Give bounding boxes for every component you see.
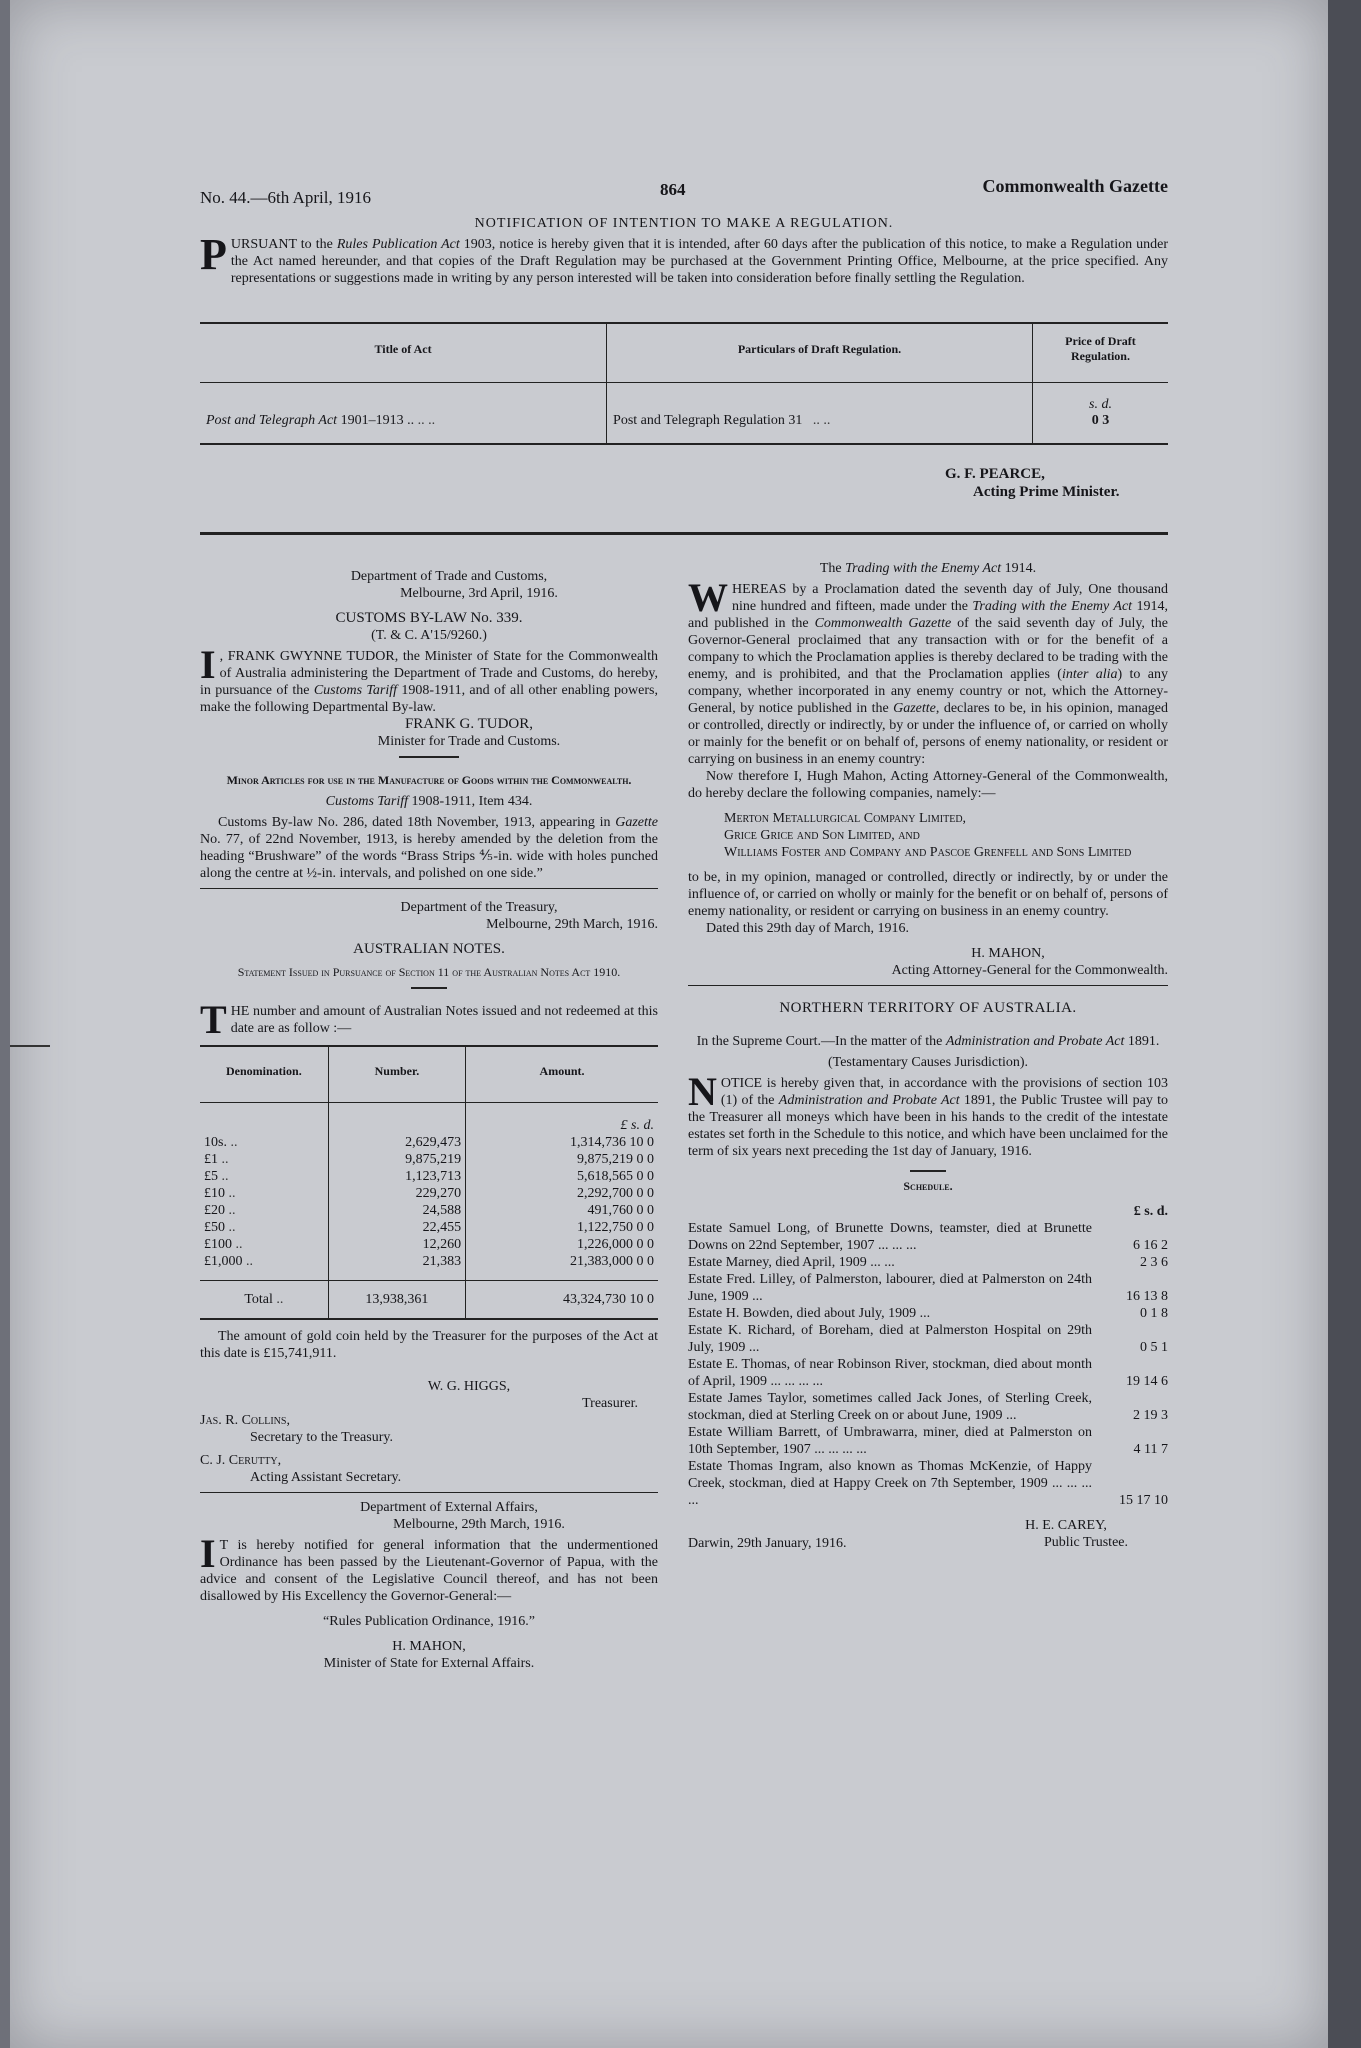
nt-jurisdiction: (Testamentary Causes Jurisdiction).: [827, 1055, 1029, 1070]
external-signatory: H. MAHON,: [392, 1639, 466, 1654]
left-column: [200, 568, 658, 1672]
customs-amendment: Customs By-law No. 286, dated 18th November, 1913, appearing in Gazette No. 77, of 22nd November, 1913, is hereby amended by the deletion from the heading “Brushware” of the words “Brass Strips ⅘-in. wide with holes punched along the centre at ½-in. intervals, and polished on one side.”: [200, 815, 658, 881]
enemy-signatory-title: Acting Attorney-General for the Commonwealth.: [891, 963, 1168, 978]
table-row: £10 .. 229,270 2,292,700 0 0: [200, 1185, 658, 1202]
table-row: £50 .. 22,455 1,122,750 0 0: [200, 1219, 658, 1236]
enemy-proclamation: WHEREAS by a Proclamation dated the seventh day of July, One thousand nine hundred and fifteen, made under the Trading with the Enemy Act 1914, and published in the Commonwealth Gazette of the said seventh day of July, the Governor-General proclaimed that any transaction with or for the benefit of a company to which the Proclamation applies is thereby declared to be trading with the enemy, and is prohibited, and that the Proclamation applies (inter alia) to any company, whether incorporated in any enemy country or not, which the Attorney-General, by notice published in the Gazette, declares to be, in his opinion, managed or controlled, directly or indirectly, by or under the influence of, or carried on wholly or mainly for the benefit or on behalf of, persons of enemy nationality, or resident or carrying on business in an enemy country:: [688, 575, 1169, 767]
customs-item: Customs Tariff 1908-1911, Item 434.: [325, 794, 533, 809]
issue-number: No. 44.—6th April, 1916: [200, 188, 371, 207]
dropcap: P: [200, 230, 227, 279]
nt-court: In the Supreme Court.—In the matter of the Administration and Probate Act 1891.: [696, 1034, 1160, 1049]
schedule-table: [688, 1203, 1168, 1509]
header-price: Price of Draft Regulation.: [1032, 324, 1168, 383]
list-item: Estate Samuel Long, of Brunette Downs, teamster, died at Brunette Downs on 22nd September, 1907 ... ... ... 6 16 2: [688, 1221, 1168, 1253]
signatory-title: Acting Prime Minister.: [973, 484, 1120, 500]
table-row: 10s. .. 2,629,473 1,314,736 10 0: [200, 1134, 658, 1151]
list-item: Estate James Taylor, sometimes called Jack Jones, of Sterling Creek, stockman, died at Sterling Creek on or about June, 1909 ... 2 19 3: [688, 1391, 1168, 1423]
enemy-declaration: Now therefore I, Hugh Mahon, Acting Attorney-General of the Commonwealth, do hereby declare the following companies, namely:—: [688, 769, 1168, 801]
treasury-date: Melbourne, 29th March, 1916.: [486, 917, 658, 932]
header-amount: Amount.: [466, 1046, 658, 1103]
act-cell: Post and Telegraph Act 1901–1913 .. .. ..: [206, 413, 436, 428]
list-item: Estate Fred. Lilley, of Palmerston, labourer, died at Palmerston on 24th June, 1909 ... 16 13 8: [688, 1272, 1168, 1304]
header-number: Number.: [328, 1046, 465, 1103]
customs-subheading: Minor Articles for use in the Manufacture of Goods within the Commonwealth.: [226, 773, 632, 787]
divider: [200, 1492, 658, 1493]
notice-title: NOTIFICATION OF INTENTION TO MAKE A REGULATION.: [474, 216, 894, 231]
secretary-name: Jas. R. Collins,: [200, 1413, 290, 1428]
asst-secretary-title: Acting Assistant Secretary.: [250, 1470, 402, 1485]
gold-coin-text: The amount of gold coin held by the Treasurer for the purposes of the Act at this date is £15,741,911.: [200, 1329, 658, 1361]
enemy-act-title: The Trading with the Enemy Act 1914.: [819, 561, 1037, 576]
list-item: Estate William Barrett, of Umbrawarra, miner, died at Palmerston on 10th September, 1907 ... ... ... ... 4 11 7: [688, 1425, 1168, 1457]
publication-title: Commonwealth Gazette: [982, 176, 1168, 196]
list-item: Estate H. Bowden, died about July, 1909 ... 0 1 8: [688, 1306, 1168, 1321]
signature-block: [945, 465, 1165, 501]
enemy-dated: Dated this 29th day of March, 1916.: [706, 921, 909, 936]
company-item: Merton Metallurgical Company Limited,: [724, 811, 967, 826]
page-number: 864: [660, 180, 686, 199]
asst-secretary-name: C. J. Cerutty,: [200, 1453, 282, 1468]
margin-mark: [10, 1045, 50, 1047]
header-denomination: Denomination.: [200, 1046, 328, 1103]
divider: [399, 756, 459, 758]
customs-body: I , FRANK GWYNNE TUDOR, the Minister of State for the Commonwealth of Australia administering the Department of Trade and Customs, do hereby, in pursuance of the Customs Tariff 1908-1911, and of all other enabling powers, make the following Departmental By-law.: [200, 642, 658, 715]
regulation-table: [200, 322, 1168, 445]
external-signatory-title: Minister of State for External Affairs.: [323, 1656, 535, 1671]
list-item: Estate Thomas Ingram, also known as Thomas McKenzie, of Happy Creek, stockman, died at Happy Creek on 7th September, 1909 ... ... ... ... 15 17 10: [688, 1459, 1168, 1508]
regulation-cell: Post and Telegraph Regulation 31 .. ..: [607, 383, 1033, 444]
customs-title: CUSTOMS BY-LAW No. 339.: [335, 610, 523, 626]
table-row: [200, 383, 1168, 444]
table-row: £5 .. 1,123,713 5,618,565 0 0: [200, 1168, 658, 1185]
list-item: Estate E. Thomas, of near Robinson River, stockman, died about month of April, 1909 ... ... ... ... 19 14 6: [688, 1357, 1168, 1389]
external-date: Melbourne, 29th March, 1916.: [393, 1517, 565, 1532]
ordinance-title: “Rules Publication Ordinance, 1916.”: [323, 1614, 535, 1629]
treasurer-title: Treasurer.: [582, 1396, 638, 1411]
notes-intro: THE number and amount of Australian Notes issued and not redeemed at this date are as follow :—: [200, 997, 658, 1042]
price-cell: s. d. 0 3: [1032, 383, 1168, 444]
customs-date: Melbourne, 3rd April, 1916.: [400, 586, 558, 601]
notes-table: [200, 1045, 658, 1320]
nt-heading: NORTHERN TERRITORY OF AUSTRALIA.: [779, 1000, 1077, 1016]
treasurer-name: W. G. HIGGS,: [427, 1379, 511, 1394]
customs-signatory-title: Minister for Trade and Customs.: [377, 734, 561, 749]
total-row: Total .. 13,938,361 43,324,730 10 0: [200, 1281, 658, 1320]
nt-signatory: H. E. CAREY, Public Trustee.: [1025, 1518, 1128, 1550]
table-row: £20 .. 24,588 491,760 0 0: [200, 1202, 658, 1219]
enemy-conclusion: to be, in my opinion, managed or controlled, directly or indirectly, by or under the influence of, or carried on wholly or mainly for the benefit or on behalf of, persons of enemy nationality, or resident or carrying on business in an enemy country.: [688, 870, 1168, 919]
divider: [411, 987, 447, 989]
nt-place-date: Darwin, 29th January, 1916.: [688, 1536, 847, 1551]
page-header: [200, 176, 1168, 206]
section-divider: [200, 532, 1168, 535]
customs-department: Department of Trade and Customs,: [350, 569, 548, 584]
gazette-page: [10, 0, 1328, 2048]
signatory-name: G. F. PEARCE,: [945, 466, 1045, 482]
schedule-units: £ s. d.: [1133, 1204, 1168, 1219]
divider: [200, 888, 658, 889]
schedule-title: Schedule.: [903, 1179, 953, 1193]
secretary-title: Secretary to the Treasury.: [250, 1430, 393, 1445]
external-body: I T is hereby notified for general information that the undermentioned Ordinance has been passed by the Lieutenant-Governor of Papua, with the advice and consent of the Legislative Council thereof, and has not been disallowed by His Excellency the Governor-General:—: [200, 1531, 658, 1604]
treasury-department: Department of the Treasury,: [400, 900, 558, 915]
divider: [910, 1170, 946, 1172]
external-department: Department of External Affairs,: [360, 1500, 538, 1515]
notes-title: AUSTRALIAN NOTES.: [353, 941, 505, 957]
table-row: £1 .. 9,875,219 9,875,219 0 0: [200, 1151, 658, 1168]
table-row: £100 .. 12,260 1,226,000 0 0: [200, 1236, 658, 1253]
nt-signature-block: [688, 1517, 1168, 1557]
right-column: [688, 560, 1168, 1557]
list-item: Estate Marney, died April, 1909 ... ... 2 3 6: [688, 1255, 1168, 1270]
amount-units: £ s. d.: [466, 1103, 658, 1135]
notice-body: PURSUANT to the Rules Publication Act 1903, notice is hereby given that it is intended, after 60 days after the publication of this notice, to make a Regulation under the Act named hereunder, and that copies of the Draft Regulation may be purchased at the Government Printing Office, Melbourne, at the price specified. Any representations or suggestions made in writing by any person interested will be taken into consideration before finally settling the Regulation.: [200, 230, 1168, 286]
nt-notice: NOTICE is hereby given that, in accordance with the provisions of section 103 (1) of the Administration and Probate Act 1891, the Public Trustee will pay to the Treasurer all moneys which have been in his hands to the credit of the intestate estates set forth in the Schedule to this notice, and which have been unclaimed for the term of six years next preceding the 1st day of January, 1916.: [688, 1069, 1169, 1159]
header-title-of-act: Title of Act: [200, 324, 607, 383]
company-item: Grice Grice and Son Limited, and: [724, 828, 920, 843]
enemy-signatory: H. MAHON,: [971, 946, 1045, 961]
table-row: £1,000 .. 21,383 21,383,000 0 0: [200, 1253, 658, 1281]
customs-ref: (T. & C. A'15/9260.): [371, 628, 487, 643]
list-item: Estate K. Richard, of Boreham, died at Palmerston Hospital on 29th July, 1909 ... 0 5 1: [688, 1323, 1168, 1355]
notes-statement: Statement Issued in Pursuance of Section 11 of the Australian Notes Act 1910.: [237, 965, 621, 979]
customs-signatory: FRANK G. TUDOR,: [404, 716, 534, 732]
company-item: Williams Foster and Company and Pascoe Grenfell and Sons Limited: [724, 845, 1132, 860]
divider: [688, 985, 1168, 986]
scan-edge: [1328, 0, 1361, 2048]
header-particulars: Particulars of Draft Regulation.: [607, 324, 1033, 383]
